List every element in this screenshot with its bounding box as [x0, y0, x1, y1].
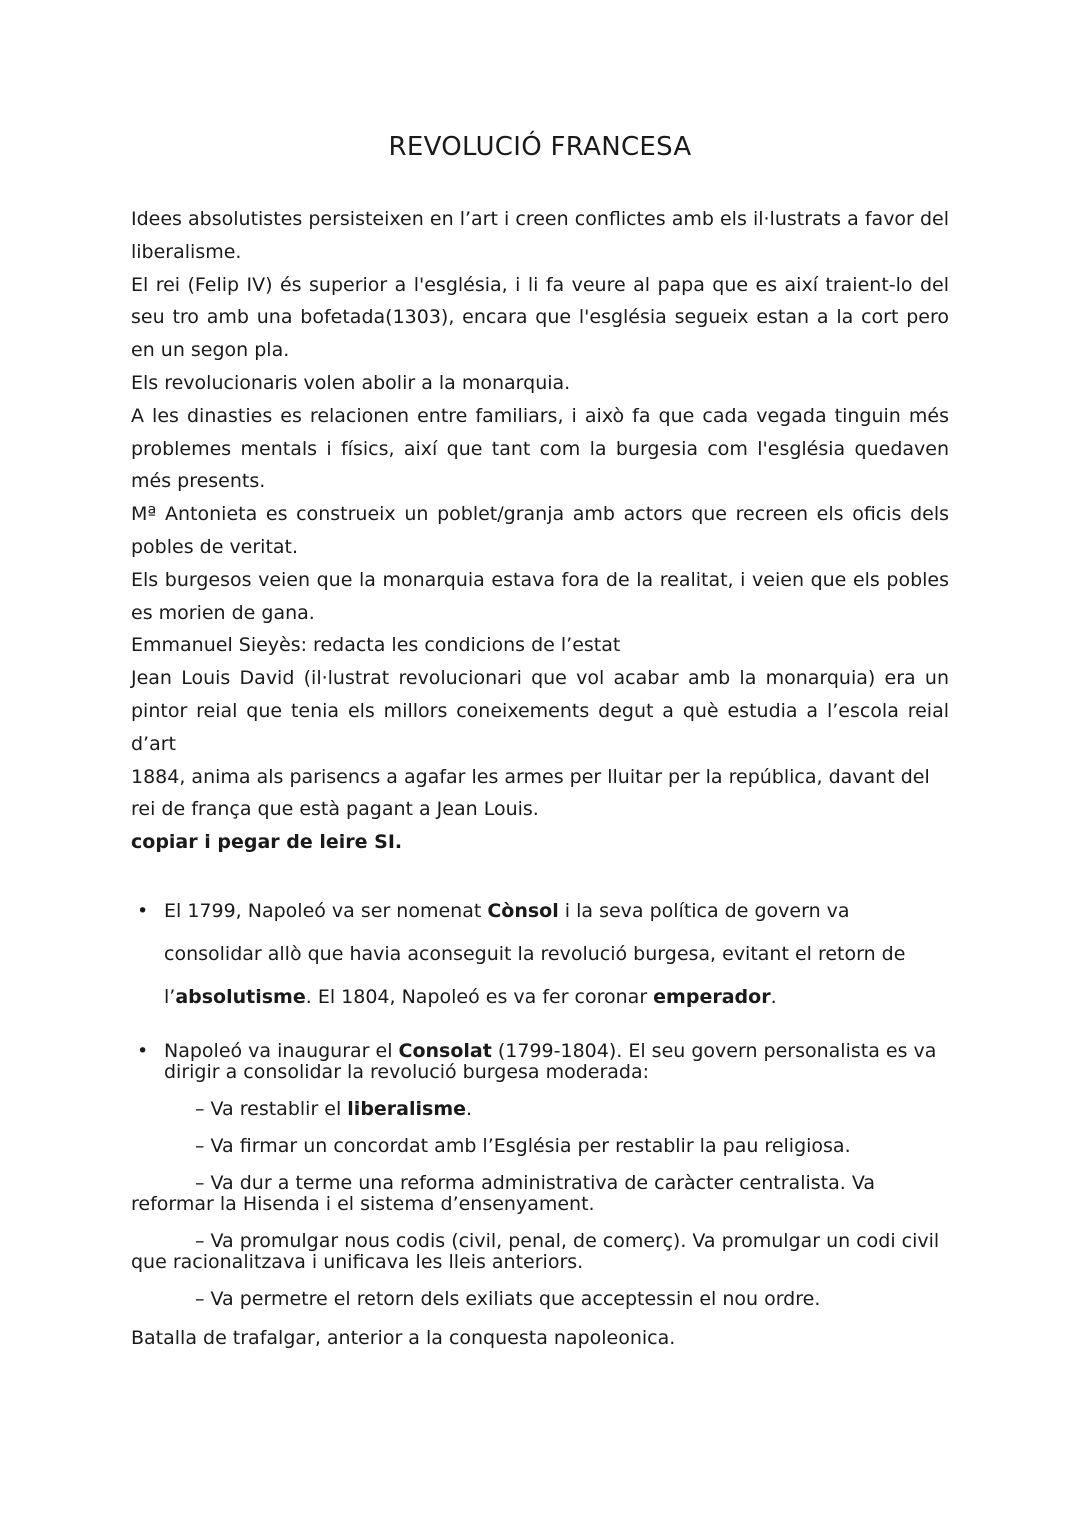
bold-term: Consolat — [398, 1040, 492, 1062]
list-item — [131, 1041, 951, 1083]
text-span: . — [770, 986, 777, 1008]
sub-list-item — [131, 1099, 951, 1120]
bullet-list — [131, 890, 951, 1310]
text-span: – Va permetre el retorn dels exiliats que acceptessin el nou ordre. — [195, 1288, 821, 1310]
sub-list-item — [131, 1173, 951, 1215]
bold-term: liberalisme — [347, 1098, 467, 1120]
bullet-marker: • — [137, 900, 149, 922]
bold-term: absolutisme — [175, 986, 306, 1008]
list-item — [131, 890, 951, 1019]
paragraph: Els revolucionaris volen abolir a la monarquia. — [131, 371, 571, 394]
paragraph: A les dinasties es relacionen entre familiars, i això fa que cada vegada tinguin més problemes mentals i físics, així que tant com la burgesia com l'església quedaven més presents. — [131, 404, 949, 493]
paragraph: El rei (Felip IV) és superior a l'església, i li fa veure al papa que es així traient-lo del seu tro amb una bofetada(1303), encara que l'església segueix estan a la cort pero en un segon pla. — [131, 273, 949, 362]
text-span: – Va restablir el — [195, 1098, 348, 1120]
text-span: . — [466, 1098, 473, 1120]
sub-list-item — [131, 1231, 951, 1273]
text-span: El 1799, Napoleó va ser nomenat — [164, 900, 488, 922]
text-span: (1799-1804). El seu govern personalista es va dirigir a consolidar la revolució burgesa moderada: — [164, 1040, 937, 1083]
bold-term: Cònsol — [487, 900, 559, 922]
paragraph: Jean Louis David (il·lustrat revolucionari que vol acabar amb la monarquia) era un pintor reial que tenia els millors coneixements degut a què estudia a l’escola reial d’art — [131, 667, 949, 755]
text-span: – Va promulgar nous codis (civil, penal, de comerç). Va promulgar un codi civil que racionalitzava i unificava les lleis anteriors. — [131, 1230, 940, 1273]
text-span: i la seva política de govern va consolidar allò que havia aconseguit la revolució burgesa, evitant el retorn de l’ — [164, 900, 906, 1008]
text-span: – Va dur a terme una reforma administrativa de caràcter centralista. Va reformar la Hisenda i el sistema d’ensenyament. — [131, 1172, 875, 1215]
bold-term: emperador — [653, 986, 771, 1008]
sub-list — [131, 1099, 951, 1310]
text-span: . El 1804, Napoleó es va fer coronar — [305, 986, 654, 1008]
bold-note: copiar i pegar de leire SI. — [131, 831, 403, 854]
paragraph: Idees absolutistes persisteixen en l’art i creen conflictes amb els il·lustrats a favor del liberalisme. — [131, 208, 949, 263]
paragraph: Mª Antonieta es construeix un poblet/granja amb actors que recreen els oficis dels pobles de veritat. — [131, 503, 949, 558]
paragraph: 1884, anima als parisencs a agafar les armes per lluitar per la república, davant del rei de frança que està pagant a Jean Louis. — [131, 765, 930, 821]
paragraph: Emmanuel Sieyès: redacta les condicions de l’estat — [131, 634, 621, 657]
sub-list-item — [131, 1136, 951, 1157]
sub-list-item — [131, 1289, 951, 1310]
bullet-marker: • — [137, 1040, 149, 1062]
closing-line: Batalla de trafalgar, anterior a la conquesta napoleonica. — [131, 1327, 676, 1349]
text-span: – Va firmar un concordat amb l’Església per restablir la pau religiosa. — [195, 1135, 851, 1157]
text-span: Napoleó va inaugurar el — [164, 1040, 399, 1062]
notes-body — [131, 203, 949, 859]
paragraph: Els burgesos veien que la monarquia estava fora de la realitat, i veien que els pobles es morien de gana. — [131, 568, 949, 624]
page-title: REVOLUCIÓ FRANCESA — [388, 132, 692, 162]
